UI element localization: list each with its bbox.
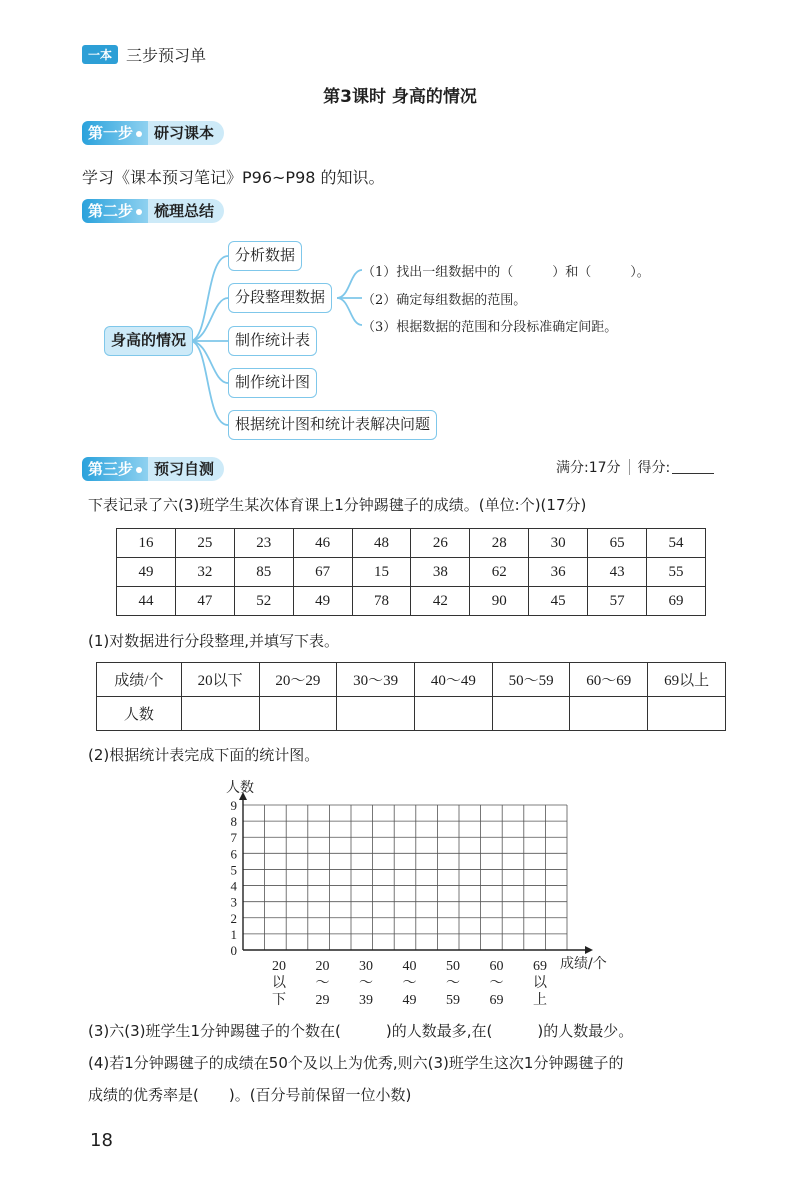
x-tick-label: ～	[402, 976, 417, 991]
intro-text: 学习《课本预习笔记》P96~P98 的知识。	[82, 168, 385, 187]
mindmap-branch-chart: 制作统计图	[228, 368, 317, 398]
segment-header-cell: 69以上	[648, 663, 726, 697]
table-cell: 38	[411, 558, 470, 587]
data-table	[116, 528, 706, 616]
got-score-label: 得分:	[637, 460, 671, 476]
y-tick-label: 5	[230, 862, 237, 878]
table-cell: 55	[647, 558, 706, 587]
mindmap-sub-item-1: （1）找出一组数据中的（ ）和（ ）。	[362, 265, 650, 280]
segment-header-cell: 20～29	[259, 663, 337, 697]
table-cell: 62	[470, 558, 529, 587]
x-tick-label: 29	[315, 993, 330, 1008]
table-cell: 28	[470, 529, 529, 558]
x-tick-label: 上	[533, 993, 547, 1008]
question-intro: 下表记录了六(3)班学生某次体育课上1分钟踢毽子的成绩。(单位:个)(17分)	[88, 496, 587, 514]
table-cell: 69	[647, 587, 706, 616]
step-two-badge-text: 第二步	[88, 202, 134, 220]
x-tick-label: 69	[533, 959, 547, 974]
x-axis-arrow-icon	[585, 946, 593, 954]
x-tick-label: 20	[315, 959, 330, 974]
segment-header-cell: 40～49	[414, 663, 492, 697]
table-row	[117, 529, 706, 558]
x-tick-label: ～	[489, 976, 504, 991]
table-cell: 67	[293, 558, 352, 587]
table-cell: 78	[352, 587, 411, 616]
step-three-badge-text: 第三步	[88, 460, 134, 478]
x-tick-label: 60	[489, 959, 504, 974]
table-cell: 42	[411, 587, 470, 616]
segment-row-label: 人数	[97, 697, 182, 731]
question-3: (3)六(3)班学生1分钟踢毽子的个数在( )的人数最多,在( )的人数最少。	[88, 1022, 634, 1040]
mindmap-branch-solve: 根据统计图和统计表解决问题	[228, 410, 437, 440]
segment-header-cell: 30～39	[337, 663, 415, 697]
step-three-title: 预习自测	[148, 457, 224, 481]
score-box	[556, 457, 714, 477]
segment-count-row	[97, 697, 726, 731]
x-tick-label: 以	[533, 976, 547, 991]
segment-header-cell: 60～69	[570, 663, 648, 697]
table-row	[117, 587, 706, 616]
x-tick-label: 69	[489, 993, 504, 1008]
x-tick-label: 下	[272, 993, 286, 1008]
y-tick-label: 1	[230, 926, 237, 942]
segment-count-input-cell[interactable]	[337, 697, 415, 731]
question-4-line-1: (4)若1分钟踢毽子的成绩在50个及以上为优秀,则六(3)班学生这次1分钟踢毽子的	[88, 1054, 624, 1072]
mindmap-connectors	[0, 0, 800, 460]
y-tick-label: 7	[230, 830, 237, 846]
x-tick-label: 49	[402, 993, 417, 1008]
x-tick-label: 39	[359, 993, 373, 1008]
table-cell: 26	[411, 529, 470, 558]
table-cell: 25	[175, 529, 234, 558]
x-tick-label: 59	[446, 993, 460, 1008]
mindmap-sub-item-3: （3）根据数据的范围和分段标准确定间距。	[362, 320, 618, 335]
segment-header-cell: 50～59	[492, 663, 570, 697]
header-title: 三步预习单	[126, 45, 207, 65]
x-tick-label: 以	[272, 976, 286, 991]
mindmap-root: 身高的情况	[104, 326, 193, 356]
table-cell: 57	[588, 587, 647, 616]
x-tick-label: ～	[315, 976, 330, 991]
x-tick-label: ～	[359, 976, 373, 991]
table-cell: 30	[529, 529, 588, 558]
y-tick-label: 2	[230, 910, 237, 926]
table-cell: 90	[470, 587, 529, 616]
y-tick-label: 4	[230, 878, 237, 894]
score-blank-field[interactable]	[672, 460, 714, 474]
y-tick-label: 8	[230, 814, 237, 830]
step-one-badge-text: 第一步	[88, 124, 134, 142]
table-cell: 65	[588, 529, 647, 558]
y-tick-label: 3	[230, 894, 237, 910]
x-tick-label: 30	[359, 959, 373, 974]
segment-count-input-cell[interactable]	[492, 697, 570, 731]
y-tick-label: 9	[230, 798, 237, 813]
table-cell: 54	[647, 529, 706, 558]
segment-count-input-cell[interactable]	[181, 697, 259, 731]
mindmap-sub-item-2: （2）确定每组数据的范围。	[362, 293, 527, 308]
table-cell: 45	[529, 587, 588, 616]
segment-count-input-cell[interactable]	[570, 697, 648, 731]
mindmap-branch-analyze: 分析数据	[228, 241, 302, 271]
table-cell: 49	[117, 558, 176, 587]
x-tick-label: 20	[272, 959, 286, 974]
table-cell: 36	[529, 558, 588, 587]
question-4-line-2: 成绩的优秀率是( )。(百分号前保留一位小数)	[88, 1086, 412, 1104]
table-cell: 49	[293, 587, 352, 616]
y-axis-label: 人数	[226, 780, 254, 796]
lesson-title: 第3课时 身高的情况	[323, 87, 477, 107]
question-2: (2)根据统计表完成下面的统计图。	[88, 746, 320, 764]
full-score-label: 满分:17分	[556, 460, 621, 476]
mindmap-branch-table: 制作统计表	[228, 326, 317, 356]
table-cell: 15	[352, 558, 411, 587]
segment-header-label: 成绩/个	[97, 663, 182, 697]
y-tick-label: 6	[230, 846, 237, 862]
segment-header-row	[97, 663, 726, 697]
table-cell: 85	[234, 558, 293, 587]
question-1: (1)对数据进行分段整理,并填写下表。	[88, 632, 340, 650]
table-cell: 48	[352, 529, 411, 558]
brand-logo: 一本	[82, 45, 118, 64]
page-number: 18	[90, 1130, 113, 1151]
segment-count-input-cell[interactable]	[648, 697, 726, 731]
step-three-banner	[82, 456, 224, 482]
table-row	[117, 558, 706, 587]
table-cell: 52	[234, 587, 293, 616]
segment-header-cell: 20以下	[181, 663, 259, 697]
y-tick-label: 0	[230, 943, 237, 958]
step-two-title: 梳理总结	[148, 199, 224, 223]
step-three-badge	[82, 457, 148, 481]
x-tick-label: 50	[446, 959, 460, 974]
table-cell: 44	[117, 587, 176, 616]
segment-count-input-cell[interactable]	[259, 697, 337, 731]
table-cell: 23	[234, 529, 293, 558]
score-divider	[629, 459, 630, 475]
x-tick-label: 40	[402, 959, 417, 974]
segment-count-input-cell[interactable]	[414, 697, 492, 731]
x-tick-label: ～	[446, 976, 460, 991]
mindmap-branch-segment: 分段整理数据	[228, 283, 332, 313]
table-cell: 16	[117, 529, 176, 558]
table-cell: 47	[175, 587, 234, 616]
x-axis-label: 成绩/个	[560, 956, 607, 972]
segment-table	[96, 662, 726, 731]
table-cell: 46	[293, 529, 352, 558]
table-cell: 32	[175, 558, 234, 587]
bullet-dot-icon	[136, 467, 142, 473]
table-cell: 43	[588, 558, 647, 587]
step-one-title: 研习课本	[148, 121, 224, 145]
